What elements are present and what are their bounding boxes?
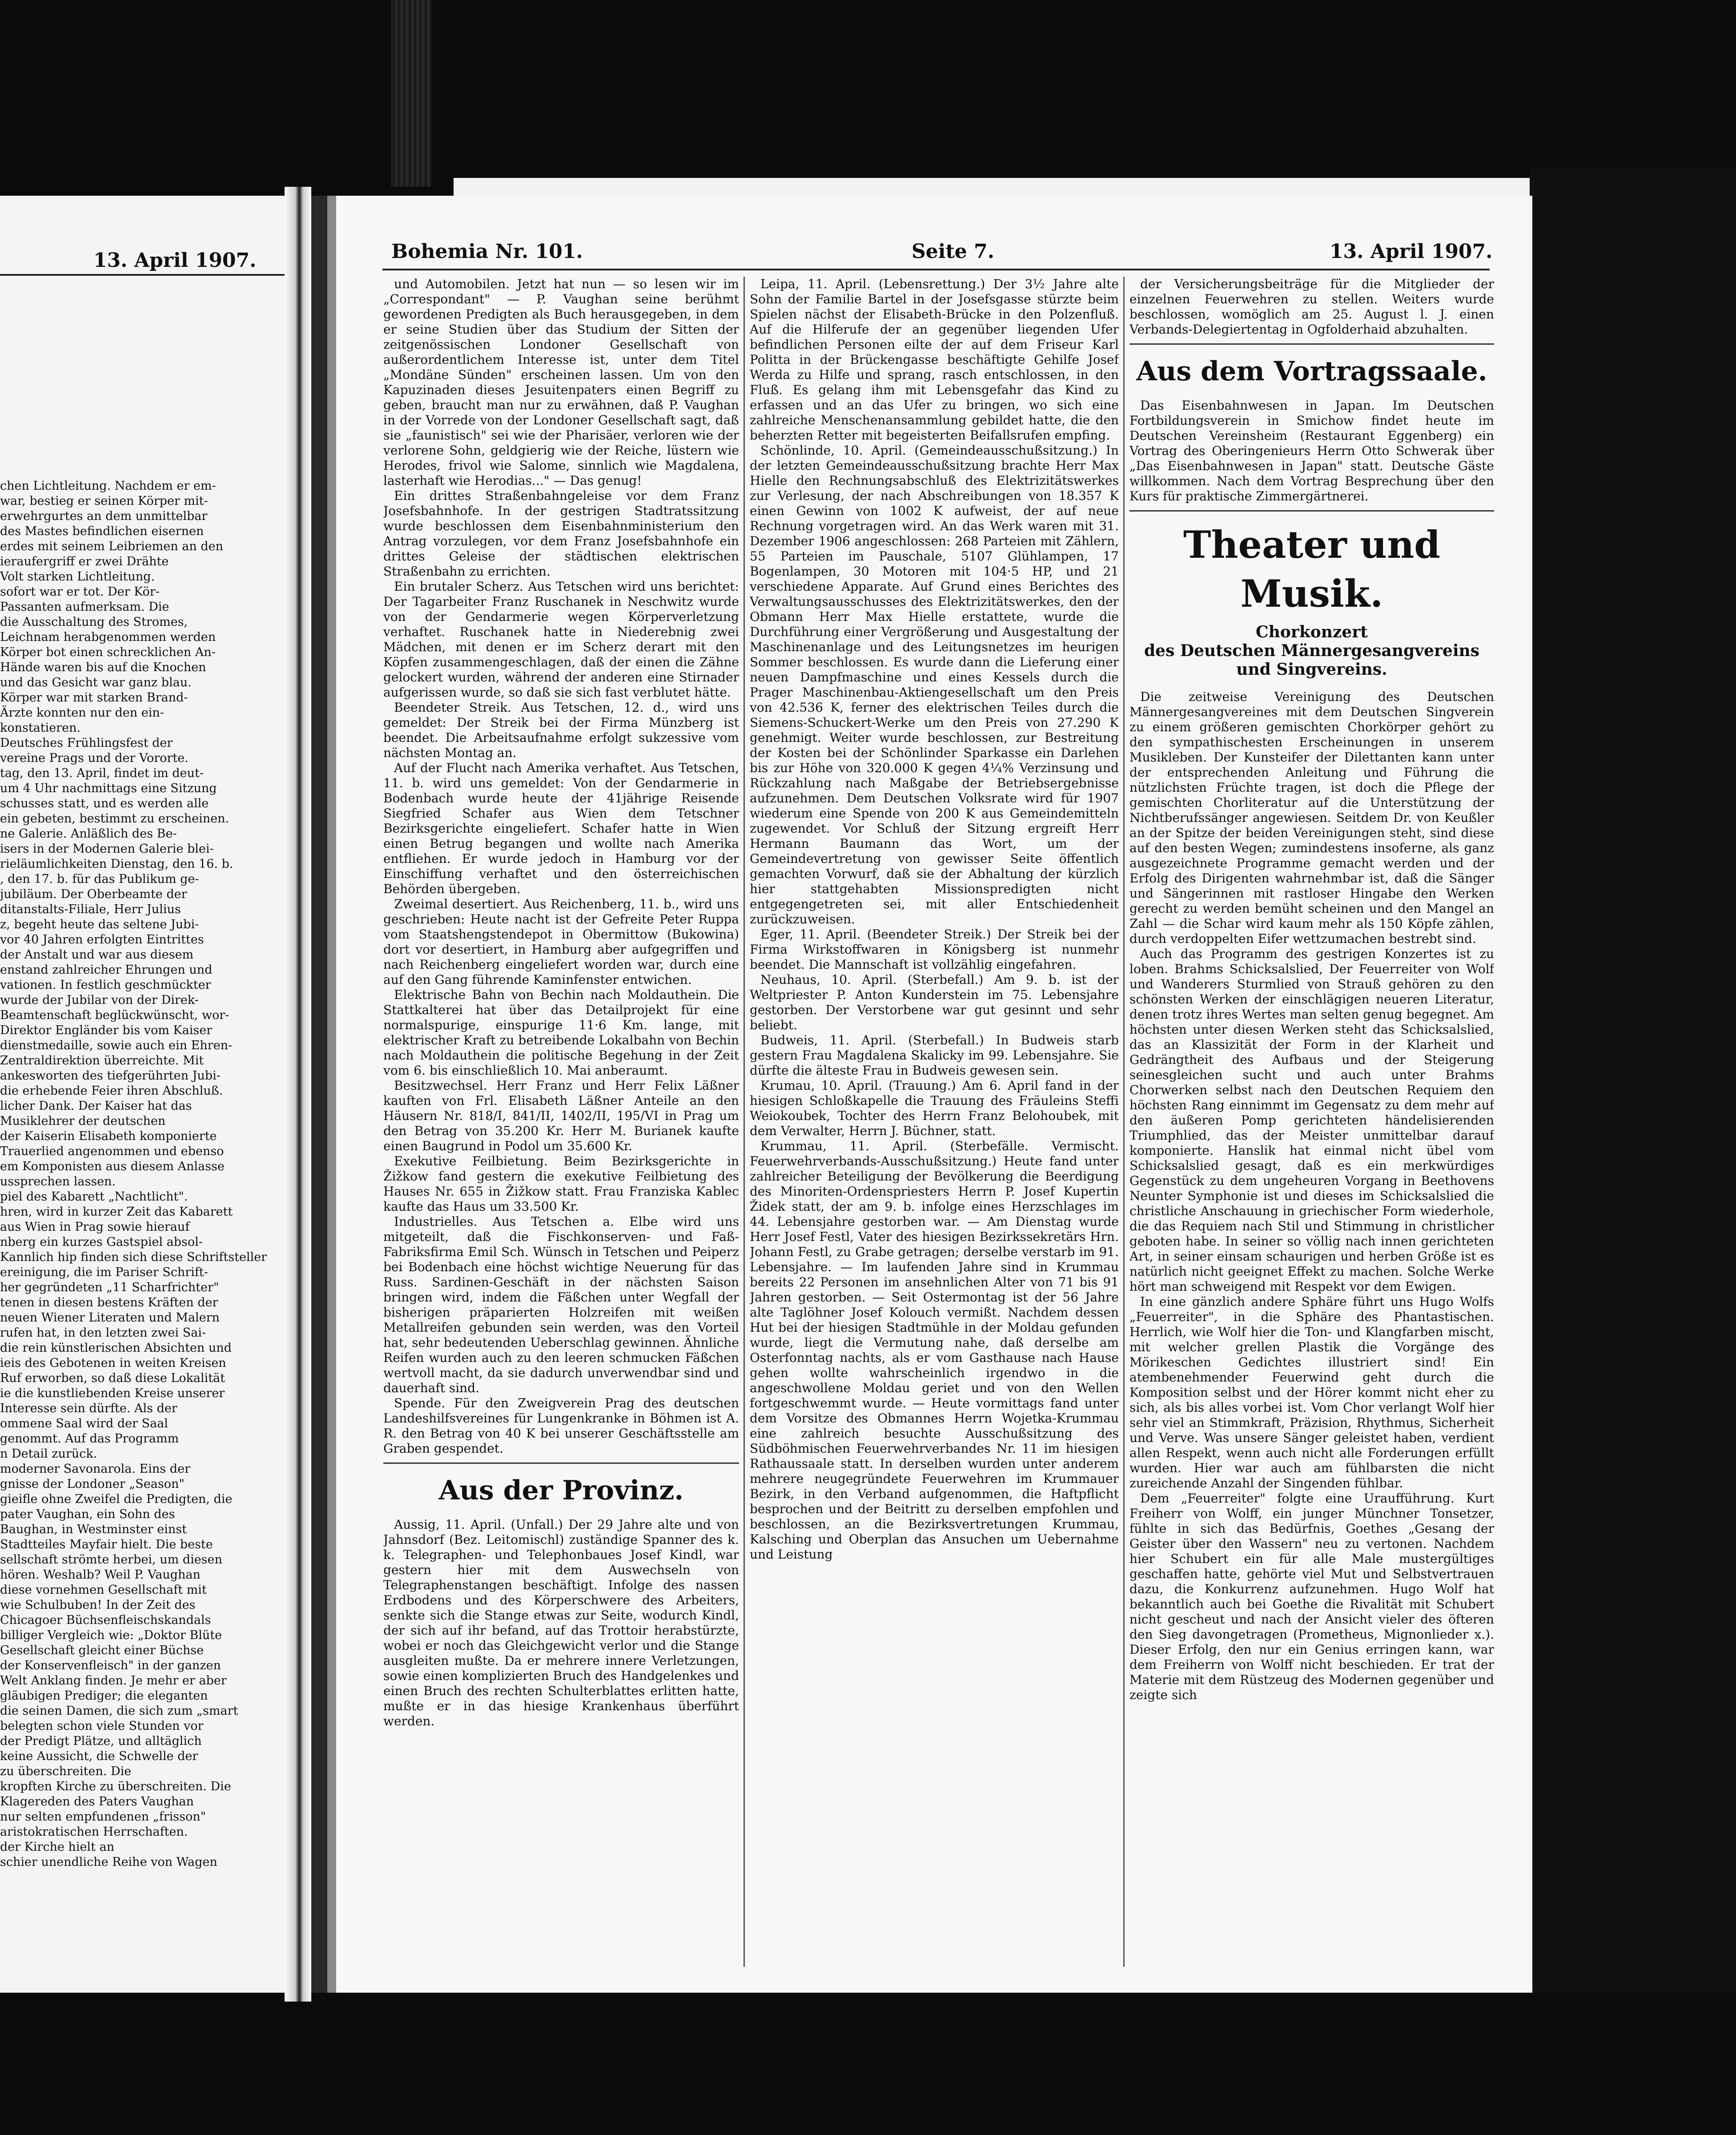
previous-page-line: genommt. Auf das Programm xyxy=(0,1432,179,1446)
previous-page-line: Chicagoer Büchsenfleischskandals xyxy=(0,1613,211,1627)
article-subheadline: des Deutschen Männergesangvereins und Singvereins. xyxy=(1144,641,1479,679)
previous-page-line: Kannlich hip finden sich diese Schriftsteller xyxy=(0,1250,267,1264)
previous-page-line: vationen. In festlich geschmückter xyxy=(0,978,211,992)
section-title-provinz: Aus der Provinz. xyxy=(438,1475,684,1506)
scan-border-top-left xyxy=(0,0,454,205)
article-paragraph: Neuhaus, 10. April. (Sterbefall.) Am 9. b. ist der Weltpriester P. Anton Kunderstein im 75. Lebensjahre gestorben. Der Verstorbene war gut gesinnt und sehr beliebt. xyxy=(750,972,1119,1032)
previous-page-line: Stadtteiles Mayfair hielt. Die beste xyxy=(0,1538,213,1551)
previous-page-line: aristokratischen Herrschaften. xyxy=(0,1825,188,1839)
column-rule xyxy=(1123,277,1125,1967)
previous-page-line: ommene Saal wird der Saal xyxy=(0,1417,168,1430)
section-rule xyxy=(383,1462,739,1464)
concert-review xyxy=(1129,689,1494,1703)
previous-page-line: n Detail zurück. xyxy=(0,1447,97,1461)
previous-page-line: , den 17. b. für das Publikum ge- xyxy=(0,872,199,886)
article-paragraph: Spende. Für den Zweigverein Prag des deutschen Landeshilfsvereines für Lungenkranke in Böhmen ist A. R. den Betrag von 40 K bei unserer Geschäftsstelle am Graben gespendet. xyxy=(383,1396,739,1456)
review-paragraph: Dem „Feuerreiter" folgte eine Uraufführung. Kurt Freiherr von Wolff, ein junger Münchner Tonsetzer, fühlte in sich das Bedürfnis, Goethes „Gesang der Geister über den Wassern" neu zu vertonen. Nachdem hier Schubert ein für alle Male mustergültiges geschaffen hatte, gehörte viel Mut und Selbstvertrauen dazu, die Konkurrenz aufzunehmen. Hugo Wolf hat bekanntlich auch bei Goethe die Rivalität mit Schubert nicht gescheut und nach der Ansicht vieler des öfteren den Sieg davongetragen (Prometheus, Mignonlieder x.). Dieser Erfolg, den nur ein Genius erringen kann, war dem Freiherrn von Wolff nicht beschieden. Er trat der Materie mit dem Rüstzeug des Modernen gegenüber und zeigte sich xyxy=(1129,1491,1494,1702)
previous-page-line: sofort war er tot. Der Kör- xyxy=(0,585,160,599)
binding-edge xyxy=(327,196,336,1993)
review-paragraph: Auch das Programm des gestrigen Konzertes ist zu loben. Brahms Schicksalslied, Der Feuerreiter von Wolf und Wanderers Sturmlied von Strauß gehören zu den schönsten Werken der einschlägigen neueren Literatur, denen trotz ihres Wertes man selten genug begegnet. Am höchsten unter diesen Werken steht das Schicksalslied, das an Klassizität der Form in der Klarheit und Gedrängtheit des Aufbaus und der Steigerung seinesgleichen sucht und auch unter Brahms Chorwerken selbst nach den Deutschen Requiem den höchsten Rang einnimmt im Gegensatz zu dem mehr auf den äußeren Pomp gerichteten händelisierenden Triumphlied, das der Meister unmittelbar darauf komponierte. Hanslik hat einmal nicht übel vom Schicksalslied gesagt, daß es ein merkwürdiges Gegenstück zu dem ungeheuren Vorgang in Beethovens Neunter Symphonie ist und dieses im Schicksalslied die christliche Anschauung in griechischer Form wiederhole, die das Requiem nach Stil und Stimmung in christlicher geboten habe. In seiner so völlig nach innen gerichteten Art, in seiner einsam schaurigen und herben Größe ist es natürlich nicht geeignet Effekt zu machen. Solche Werke hört man schweigend mit Respekt vor dem Ewigen. xyxy=(1129,947,1494,1294)
previous-page-line: Welt Anklang finden. Je mehr er aber xyxy=(0,1674,227,1688)
previous-page-line: Deutsches Frühlingsfest der xyxy=(0,736,173,750)
column-rule xyxy=(743,277,745,1967)
previous-page-line: Hände waren bis auf die Knochen xyxy=(0,661,206,674)
previous-page-line: schier unendliche Reihe von Wagen xyxy=(0,1855,217,1869)
previous-page-line: gnisse der Londoner „Season" xyxy=(0,1477,185,1491)
article-paragraph: Exekutive Feilbietung. Beim Bezirksgerichte in Žižkow fand gestern die exekutive Feilbietung des Hauses Nr. 655 in Žižkow statt. Frau Franziska Kablec kaufte das Haus um 33.500 Kr. xyxy=(383,1154,739,1214)
previous-page-line: Direktor Engländer bis vom Kaiser xyxy=(0,1023,213,1037)
previous-page-line: aus Wien in Prag sowie hierauf xyxy=(0,1220,190,1234)
previous-page-line: dienstmedaille, sowie auch ein Ehren- xyxy=(0,1039,233,1052)
article-vortrag: Das Eisenbahnwesen in Japan. Im Deutschen Fortbildungsverein in Smichow findet heute im Deutschen Vereinsheim (Restaurant Eggenberg) ein Vortrag des Oberingenieurs Herrn Otto Schwerak über „Das Eisenbahnwesen in Japan" statt. Deutsche Gäste willkommen. Nach dem Vortrag Besprechung über den Kurs für praktische Zimmergärtnerei. xyxy=(1129,398,1494,504)
previous-page-line: rufen hat, in den letzten zwei Sai- xyxy=(0,1326,206,1340)
previous-page-line: erdes mit seinem Leibriemen an den xyxy=(0,540,223,553)
previous-page-line: die seinen Damen, die sich zum „smart xyxy=(0,1704,238,1718)
previous-page-line: vereine Prags und der Vororte. xyxy=(0,751,189,765)
previous-page-line: nur selten empfundenen „frisson" xyxy=(0,1810,206,1824)
previous-page-line: billiger Vergleich wie: „Doktor Blüte xyxy=(0,1628,222,1642)
column-1 xyxy=(383,277,739,1976)
article-paragraph: Zweimal desertiert. Aus Reichenberg, 11. b., wird uns geschrieben: Heute nacht ist der Gefreite Peter Ruppa vom Staatshengstendepot in Obermittow (Bukowina) dort vor desertiert, in Hamburg aber aufgegriffen und nach Reichenberg eingeliefert worden war, durch eine auf den Gang führende Kaminfenster entwichen. xyxy=(383,897,739,987)
previous-page-line: ankesworten des tiefgerührten Jubi- xyxy=(0,1069,221,1083)
article-paragraph: und Automobilen. Jetzt hat nun — so lesen wir im „Correspondant" — P. Vaughan seine berühmt gewordenen Predigten als Buch herausgegeben, in dem er seine Studien über das Studium der Sitten der zeitgenössischen Londoner Gesellschaft von außerordentlichem Interesse ist, unter dem Titel „Mondäne Sünden" erscheinen lassen. Um von den Kapuzinaden dieses Jesuitenpaters einen Begriff zu geben, braucht man nur zu erwähnen, daß P. Vaughan in der Vorrede von der Londoner Gesellschaft sagt, daß sie „faunistisch" sei wie der Pharisäer, verloren wie der verlorene Sohn, geldgierig wie der Reiche, lüstern wie Herodes, frivol wie Salome, sinnlich wie Magdalena, lasterhaft wie Herodias..." — Das genug! xyxy=(383,277,739,488)
previous-page-line: piel des Kabarett „Nachtlicht". xyxy=(0,1190,188,1204)
previous-page-line: der Anstalt und war aus diesem xyxy=(0,948,194,962)
article-paragraph: Budweis, 11. April. (Sterbefall.) In Budweis starb gestern Frau Magdalena Skalicky im 99. Lebensjahre. Sie dürfte die älteste Frau in Budweis gewesen sein. xyxy=(750,1033,1119,1078)
previous-page-line: war, bestieg er seinen Körper mit- xyxy=(0,494,208,508)
previous-page-line: kropften Kirche zu überschreiten. Die xyxy=(0,1780,231,1793)
header-rule xyxy=(382,269,1490,270)
article-headline: Chorkonzert xyxy=(1256,623,1368,641)
previous-page-line: belegten schon viele Stunden vor xyxy=(0,1719,204,1733)
previous-page-line: ussprechen lassen. xyxy=(0,1175,116,1188)
scan-border-bottom xyxy=(0,1993,1736,2135)
previous-page-line: des Mastes befindlichen eisernen xyxy=(0,524,204,538)
previous-page-line: Baughan, in Westminster einst xyxy=(0,1523,187,1536)
previous-page-line: Klagereden des Paters Vaughan xyxy=(0,1795,194,1809)
previous-page-line: ditanstalts-Filiale, Herr Julius xyxy=(0,902,181,916)
previous-page-line: Leichnam herabgenommen werden xyxy=(0,630,216,644)
previous-page-line: tenen in diesen bestens Kräften der xyxy=(0,1296,218,1309)
previous-page-line: Gesellschaft gleicht einer Büchse xyxy=(0,1644,204,1657)
previous-page-line: diese vornehmen Gesellschaft mit xyxy=(0,1583,207,1597)
column-3 xyxy=(1129,277,1494,1976)
issue-date: 13. April 1907. xyxy=(1330,240,1493,263)
article-paragraph: Besitzwechsel. Herr Franz und Herr Felix Läßner kauften von Frl. Elisabeth Läßner Anteile an den Häusern Nr. 818/I, 841/II, 1402/II, 195/VI in Prag um den Betrag von 35.200 Kr. Herr M. Burianek kaufte einen Baugrund in Podol um 35.600 Kr. xyxy=(383,1078,739,1153)
previous-page-line: pater Vaughan, ein Sohn des xyxy=(0,1507,175,1521)
previous-page-line: der Kirche hielt an xyxy=(0,1840,115,1854)
binding-spine xyxy=(311,196,327,1993)
section-title-vortragssaale: Aus dem Vortragssaale. xyxy=(1136,356,1487,387)
article-paragraph: Leipa, 11. April. (Lebensrettung.) Der 3½ Jahre alte Sohn der Familie Bartel in der Josefsgasse stürzte beim Spielen nächst der Elisabeth-Brücke in den Polzenfluß. Auf die Hilferufe der an gegenüber liegenden Ufer befindlichen Personen eilte der auf dem Friseur Karl Politta in der Brückengasse beschäftigte Gehilfe Josef Werda zu Hilfe und sprang, rasch entschlossen, in den Fluß. Es gelang ihm mit Lebensgefahr das Kind zu erfassen und an das Ufer zu bringen, wo sich eine zahlreiche Menschenansammlung gebildet hatte, die den beherzten Retter mit begeisterten Beifallsrufen empfing. xyxy=(750,277,1119,443)
previous-page-fragment xyxy=(0,196,289,1993)
article-paragraph: Ein drittes Straßenbahngeleise vor dem Franz Josefsbahnhofe. In der gestrigen Stadtratssitzung wurde beschlossen dem Eisenbahnministerium den Antrag vorzulegen, vor dem Franz Josefsbahnhofe ein drittes Geleise der städtischen elektrischen Straßenbahn zu errichten. xyxy=(383,488,739,579)
scan-border-right xyxy=(1530,169,1736,2135)
article-paragraph: Krummau, 11. April. (Sterbefälle. Vermischt. Feuerwehrverbands-Ausschußsitzung.) Heute fand unter zahlreicher Beteiligung der Bevölkerung die Beerdigung des Minoriten-Ordenspriesters Herrn P. Josef Kupertin Židek statt, der am 9. b. infolge eines Herzschlages im 44. Lebensjahre gestorben war. — Am Dienstag wurde Herr Josef Festl, Vater des hiesigen Bezirkssekretärs Hrn. Johann Festl, zu Grabe getragen; derselbe verstarb im 91. Lebensjahre. — Im laufenden Jahre sind in Krummau bereits 22 Personen im ansehnlichen Alter von 71 bis 91 Jahren gestorben. — Seit Ostermontag ist der 56 Jahre alte Taglöhner Josef Kolouch vermißt. Nachdem dessen Hut bei der hiesigen Stadtmühle in der Moldau gefunden wurde, liegt die Vermutung nahe, daß derselbe am Osterfonntag nachts, als er vom Gasthause nach Hause gehen wollte wahrscheinlich irgendwo in die angeschwollene Moldau geriet und von den Wellen fortgeschwemmt wurde. — Heute vormittags fand unter dem Vorsitze des Obmannes Herrn Wojetka-Krummau eine zahlreich besuchte Ausschußsitzung des Südböhmischen Feuerwehrverbandes Nr. 11 im hiesigen Rathaussaale statt. In derselben wurden unter anderem mehrere neugegründete Feuerwehren im Krummauer Bezirk, in den Verband aufgenommen, die Haftpflicht besprochen und der Beitritt zu derselben empfohlen und beschlossen, an die Bezirksvertretungen Krummau, Kalsching und Oberplan das Ansuchen um Uebernahme und Leistung xyxy=(750,1139,1119,1562)
article-paragraph: Schönlinde, 10. April. (Gemeindeausschußsitzung.) In der letzten Gemeindeausschußsitzung brachte Herr Max Hielle den Rechnungsabschluß des Elektrizitätswerkes zur Verlesung, der nach Abschreibungen von 18.357 K einen Gewinn von 1002 K aufweist, der auf neue Rechnung vorgetragen wird. An das Werk waren mit 31. Dezember 1906 angeschlossen: 268 Parteien mit Zählern, 55 Parteien im Pauschale, 5107 Glühlampen, 17 Bogenlampen, 30 Motoren mit 104·5 HP, und 21 verschiedene Apparate. Auf Grund eines Berichtes des Verwaltungsausschusses des Elektrizitätswerkes, den der Obmann Herr Max Hielle erstattete, wurde die Durchführung einer Vergrößerung und Ausgestaltung der Maschinenanlage und des Leitungsnetzes im heurigen Sommer beschlossen. Es wurde dann die Lieferung einer neuen Dampfmaschine und eines Kessels durch die Prager Maschinenbau-Aktiengesellschaft um den Preis von 42.536 K, ferner des elektrischen Teiles durch die Siemens-Schuckert-Werke um den Preis von 27.290 K genehmigt. Weiter wurde beschlossen, zur Bestreitung der Kosten bei der Schönlinder Sparkasse ein Darlehen bis zur Höhe von 320.000 K gegen 4¼% Verzinsung und Rückzahlung nach Maßgabe der Betriebsergebnisse aufzunehmen. Dem Deutschen Volksrate wird für 1907 wiederum eine Spende von 200 K aus Gemeindemitteln zugewendet. Vor Schluß der Sitzung ergreift Herr Hermann Baumann das Wort, um der Gemeindevertretung von gewisser Seite öffentlich gemachten Vorwurf, daß sie der Abhaltung der kürzlich hier stattgehabten Missionspredigten nicht entgegengetreten sei, mit aller Entschiedenheit zurückzuweisen. xyxy=(750,443,1119,927)
masthead-publication: Bohemia Nr. 101. xyxy=(391,240,583,263)
previous-page-line: em Komponisten aus diesem Anlasse xyxy=(0,1160,225,1173)
section-rule xyxy=(1129,510,1494,512)
provinz-articles xyxy=(383,1517,739,1729)
previous-page-line: enstand zahlreicher Ehrungen und xyxy=(0,963,213,977)
previous-page-line: gläubigen Prediger; die eleganten xyxy=(0,1689,208,1703)
previous-page-line: ereinigung, die im Pariser Schrift- xyxy=(0,1265,208,1279)
previous-page-line: Ärzte konnten nur den ein- xyxy=(0,706,164,720)
previous-page-line: Zentraldirektion überreichte. Mit xyxy=(0,1054,204,1068)
article-paragraph: Auf der Flucht nach Amerika verhaftet. Aus Tetschen, 11. b. wird uns gemeldet: Von der Gendarmerie in Bodenbach wurde heute der 41jährige Reisende Siegfried Schafer aus Wien dem Tetschner Bezirksgerichte eingeliefert. Schafer hatte in Wien einen Betrug begangen und wollte nach Amerika entfliehen. Er wurde jedoch in Hamburg vor der Einschiffung verhaftet und den österreichischen Behörden übergeben. xyxy=(383,761,739,896)
previous-page-line: zu überschreiten. Die xyxy=(0,1764,132,1778)
previous-page-line: neuen Wiener Literaten und Malern xyxy=(0,1311,220,1325)
previous-page-line: Passanten aufmerksam. Die xyxy=(0,600,169,614)
previous-page-line: die erhebende Feier ihren Abschluß. xyxy=(0,1084,223,1098)
previous-page-line: um 4 Uhr nachmittags eine Sitzung xyxy=(0,781,217,795)
previous-page-line: z, begeht heute das seltene Jubi- xyxy=(0,918,199,931)
previous-page-line: Musiklehrer der deutschen xyxy=(0,1114,166,1128)
previous-page-line: Volt starken Lichtleitung. xyxy=(0,570,155,584)
article-continuation: der Versicherungsbeiträge für die Mitglieder der einzelnen Feuerwehren zu stellen. Weiters wurde beschlossen, womöglich am 25. August l. J. einen Verbands-Delegiertentag in Ogfolderhaid abzuhalten. xyxy=(1129,277,1494,337)
page-gutter xyxy=(285,187,311,2002)
previous-page-column xyxy=(0,479,280,1993)
previous-page-line: sellschaft strömte herbei, um diesen xyxy=(0,1553,222,1567)
previous-page-line: hören. Weshalb? Weil P. Vaughan xyxy=(0,1568,201,1582)
previous-page-line: Körper war mit starken Brand- xyxy=(0,691,188,705)
article-paragraph: Beendeter Streik. Aus Tetschen, 12. d., wird uns gemeldet: Der Streik bei der Firma Münzberg ist beendet. Die Arbeitsaufnahme erfolgt sukzessive vom nächsten Montag an. xyxy=(383,700,739,760)
article-paragraph: Krumau, 10. April. (Trauung.) Am 6. April fand in der hiesigen Schloßkapelle die Trauung des Fräuleins Steffi Weiokoubek, Tochter des Herrn Franz Belohoubek, mit dem Verwalter, Herrn J. Büchner, statt. xyxy=(750,1078,1119,1138)
previous-page-line: tag, den 13. April, findet im deut- xyxy=(0,766,204,780)
previous-page-line: Körper bot einen schrecklichen An- xyxy=(0,645,216,659)
previous-page-line: licher Dank. Der Kaiser hat das xyxy=(0,1099,192,1113)
previous-page-line: wurde der Jubilar von der Direk- xyxy=(0,993,199,1007)
previous-page-line: nberg ein kurzes Gastspiel absol- xyxy=(0,1235,203,1249)
previous-page-line: der Konservenfleisch" in der ganzen xyxy=(0,1659,221,1672)
article-paragraph: Eger, 11. April. (Beendeter Streik.) Der Streik bei der Firma Wirkstoffwaren in Königsberg ist nunmehr beendet. Die Mannschaft ist vollzählig eingefahren. xyxy=(750,927,1119,972)
column-2 xyxy=(750,277,1119,1976)
column-1-articles xyxy=(383,277,739,1456)
previous-page-line: ieis des Gebotenen in weiten Kreisen xyxy=(0,1356,226,1370)
previous-page-line: Interesse sein dürfte. Als der xyxy=(0,1402,177,1415)
previous-page-line: wie Schulbuben! In der Zeit des xyxy=(0,1598,196,1612)
previous-page-line: keine Aussicht, die Schwelle der xyxy=(0,1749,198,1763)
previous-page-line: hren, wird in kurzer Zeit das Kabarett xyxy=(0,1205,233,1219)
previous-page-header-rule xyxy=(0,274,285,276)
previous-page-line: konstatieren. xyxy=(0,721,81,735)
review-paragraph: In eine gänzlich andere Sphäre führt uns Hugo Wolfs „Feuerreiter", in die Sphäre des Phantastischen. Herrlich, wie Wolf hier die Ton- und Klangfarben mischt, mit welcher grellen Plastik die Vorgänge des Mörikeschen Gedichtes illustriert sind! Ein atembenehmender Feuerwind geht durch die Komposition selbst und der Hörer kommt nicht eher zu sich, als bis alles vorbei ist. Vom Chor verlangt Wolf hier sehr viel an Stimmkraft, Präzision, Rhythmus, Sicherheit und Verve. Was unsere Sänger geleistet haben, verdient allen Respekt, wenn auch nicht alle Forderungen erfüllt wurden. Hier war auch am fühlbarsten die nicht zureichende Anzahl der Singenden fühlbar. xyxy=(1129,1294,1494,1490)
previous-page-line: der Kaiserin Elisabeth komponierte xyxy=(0,1129,217,1143)
previous-page-line: die Ausschaltung des Stromes, xyxy=(0,615,188,629)
previous-page-line: der Predigt Plätze, und alltäglich xyxy=(0,1734,202,1748)
provinz-paragraph: Aussig, 11. April. (Unfall.) Der 29 Jahre alte und von Jahnsdorf (Bez. Leitomischl) zuständige Spanner des k. k. Telegraphen- und Telephonbaues Josef Kindl, war gestern hier mit dem Auswechseln von Telegraphenstangen beschäftigt. Infolge des nassen Erdbodens und des Körperschwere des Arbeiters, senkte sich die Stange etwas zur Seite, wodurch Kindl, der sich auf ihr befand, auf das Trottoir herabstürzte, wobei er noch das Gleichgewicht verlor und die Stange ausgleiten mußte. Da er mehrere innere Verletzungen, sowie einen komplizierten Bruch des Handgelenkes und einen Bruch des rechten Schulterblattes erlitten hatte, mußte er in das hiesige Krankenhaus überführt werden. xyxy=(383,1517,739,1728)
previous-page-line: rieläumlichkeiten Dienstag, den 16. b. xyxy=(0,857,233,871)
previous-page-line: chen Lichtleitung. Nachdem er em- xyxy=(0,479,216,493)
article-paragraph: Ein brutaler Scherz. Aus Tetschen wird uns berichtet: Der Tagarbeiter Franz Ruschanek in Neschwitz wurde von der Gendarmerie wegen Körperverletzung verhaftet. Ruschanek hatte in Niederebnig zwei Mädchen, mit denen er im Scherz derart mit den Köpfen zusammengeschlagen, daß der einen die Zähne gelockert wurden, während der anderen eine Stirnader aufgerissen wurde, so daß sie sich fast verblutet hätte. xyxy=(383,579,739,700)
previous-page-line: ne Galerie. Anläßlich des Be- xyxy=(0,827,177,841)
previous-page-line: Ruf erworben, so daß diese Lokalität xyxy=(0,1371,225,1385)
article-paragraph: Elektrische Bahn von Bechin nach Moldauthein. Die Stattkalterei hat über das Detailprojekt für eine normalspurige, einspurige 11·6 Km. lange, mit elektrischer Kraft zu betreibende Lokalbahn von Bechin nach Moldauthein die politische Begehung in der Zeit vom 6. bis einschließlich 10. Mai anberaumt. xyxy=(383,987,739,1078)
previous-page-line: erwehrgurtes an dem unmittelbar xyxy=(0,509,208,523)
previous-page-date: 13. April 1907. xyxy=(93,249,257,272)
page-number: Seite 7. xyxy=(912,240,995,263)
previous-page-line: die rein künstlerischen Absichten und xyxy=(0,1341,232,1355)
previous-page-line: moderner Savonarola. Eins der xyxy=(0,1462,190,1476)
previous-page-line: jubiläum. Der Oberbeamte der xyxy=(0,887,187,901)
previous-page-line: ein gebeten, bestimmt zu erscheinen. xyxy=(0,812,229,826)
previous-page-line: ie die kunstliebenden Kreise unserer xyxy=(0,1386,225,1400)
previous-page-line: gieifle ohne Zweifel die Predigten, die xyxy=(0,1492,233,1506)
section-rule xyxy=(1129,343,1494,345)
review-paragraph: Die zeitweise Vereinigung des Deutschen Männergesangvereines mit dem Deutschen Singverein zu einem größeren gemischten Chorkörper gehört zu den sympathischesten Erscheinungen in unserem Musikleben. Der Kunsteifer der Dilettanten kann unter der entsprechenden Anleitung und Führung die nützlichsten Früchte tragen, ist doch die Pflege der gemischten Chorliteratur auf die Unterstützung der Nichtberufssänger angewiesen. Seitdem Dr. von Keußler an der Spitze der beiden Vereinigungen steht, sind diese auf den besten Wegen; zumindestens insoferne, als ganz ausgezeichnete Programme gemacht werden und der Erfolg des Dirigenten wahrnehmbar ist, daß die Sänger und Sängerinnen mit rastloser Hingabe den Werken gerecht zu werden bemüht scheinen und den Mangel an Zahl — die Schar wird kaum mehr als 150 Köpfe zählen, durch verdoppelten Eifer wettzumachen bestrebt sind. xyxy=(1129,689,1494,946)
section-title-theater: Theater und Musik. xyxy=(1183,523,1441,616)
article-paragraph: Industrielles. Aus Tetschen a. Elbe wird uns mitgeteilt, daß die Fischkonserven- und Faß-Fabriksfirma Emil Sch. Wünsch in Tetschen und Peiperz bei Bodenbach eine höchst wichtige Neuerung für das Russ. Sardinen-Geschäft in der nächsten Saison bringen wird, indem die Fäßchen unter Wegfall der bisherigen präparierten Holzreifen mit weißen Metallreifen gebunden sein werden, was den Vorteil hat, sehr bedeutenden Ueberschlag gewinnen. Ähnliche Reifen wurden auch zu den leeren schmucken Fäßchen wertvoll macht, da sie dadurch unverwendbar sind und dauerhaft sind. xyxy=(383,1214,739,1395)
previous-page-line: und das Gesicht war ganz blau. xyxy=(0,676,192,689)
previous-page-line: her gegründeten „11 Scharfrichter" xyxy=(0,1281,219,1294)
previous-page-line: ieraufergriff er zwei Drähte xyxy=(0,555,169,568)
previous-page-line: isers in der Modernen Galerie blei- xyxy=(0,842,214,856)
previous-page-line: schusses statt, und es werden alle xyxy=(0,797,209,810)
previous-page-line: vor 40 Jahren erfolgten Eintrittes xyxy=(0,933,204,947)
scan-artifact xyxy=(391,0,431,187)
previous-page-line: Trauerlied angenommen und ebenso xyxy=(0,1144,224,1158)
previous-page-line: Beamtenschaft beglückwünscht, wor- xyxy=(0,1008,229,1022)
column-2-articles xyxy=(750,277,1119,1562)
